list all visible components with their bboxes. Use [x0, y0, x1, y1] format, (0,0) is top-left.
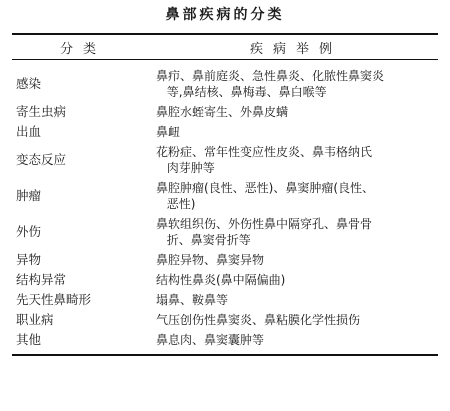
example-line: 折、鼻窦骨折等 — [166, 233, 251, 247]
example-line: 结构性鼻炎(鼻中隔偏曲) — [156, 273, 286, 287]
row-examples — [154, 290, 438, 310]
example-line: 塌鼻、鞍鼻等 — [156, 293, 229, 307]
example-line: 鼻腔水蛭寄生、外鼻皮螨 — [156, 105, 289, 119]
table-row — [12, 178, 438, 214]
disease-classification-table — [12, 33, 438, 356]
table-title: 鼻部疾病的分类 — [165, 7, 285, 23]
example-line: 肉芽肿等 — [166, 161, 215, 175]
row-examples — [154, 250, 438, 270]
example-line: 鼻腔异物、鼻窦异物 — [156, 253, 265, 267]
table-row — [12, 250, 438, 270]
example-line: 鼻疖、鼻前庭炎、急性鼻炎、化脓性鼻窦炎 — [156, 69, 385, 83]
row-category: 结构异常 — [16, 272, 67, 287]
table-row — [12, 60, 438, 103]
row-category: 感染 — [16, 76, 42, 91]
table-row — [12, 310, 438, 330]
row-examples — [154, 102, 438, 122]
row-examples — [154, 178, 438, 214]
example-line: 花粉症、常年性变应性皮炎、鼻韦格纳氏 — [156, 145, 373, 159]
row-category: 出血 — [16, 124, 42, 139]
example-line: 鼻息肉、鼻窦囊肿等 — [156, 333, 265, 347]
header-examples: 疾病举例 — [249, 41, 342, 57]
row-examples — [154, 270, 438, 290]
row-category: 职业病 — [16, 312, 54, 327]
row-category: 其他 — [16, 332, 42, 347]
row-category: 先天性鼻畸形 — [16, 292, 92, 307]
table-body — [12, 60, 438, 356]
row-category: 变态反应 — [16, 152, 67, 167]
example-line: 鼻衄 — [156, 125, 181, 139]
example-line: 鼻腔肿瘤(良性、恶性)、鼻窦肿瘤(良性、 — [156, 181, 375, 195]
row-category: 寄生虫病 — [16, 104, 67, 119]
row-examples — [154, 330, 438, 355]
row-examples — [154, 214, 438, 250]
row-category: 外伤 — [16, 224, 42, 239]
row-examples — [154, 310, 438, 330]
row-category: 肿瘤 — [16, 188, 42, 203]
row-examples — [154, 60, 438, 103]
table-row — [12, 270, 438, 290]
row-category: 异物 — [16, 252, 42, 267]
header-category: 分类 — [59, 41, 106, 57]
table-row — [12, 290, 438, 310]
example-line: 气压创伤性鼻窦炎、鼻粘膜化学性损伤 — [156, 313, 361, 327]
table-row — [12, 122, 438, 142]
example-line: 等,鼻结核、鼻梅毒、鼻白喉等 — [166, 85, 327, 99]
example-line: 鼻软组织伤、外伤性鼻中隔穿孔、鼻骨骨 — [156, 217, 373, 231]
row-examples — [154, 142, 438, 178]
row-examples — [154, 122, 438, 142]
table-row — [12, 214, 438, 250]
table-row — [12, 102, 438, 122]
table-row — [12, 330, 438, 355]
header-row — [12, 34, 438, 60]
table-row — [12, 142, 438, 178]
table-header — [12, 34, 438, 60]
example-line: 恶性) — [166, 197, 196, 211]
